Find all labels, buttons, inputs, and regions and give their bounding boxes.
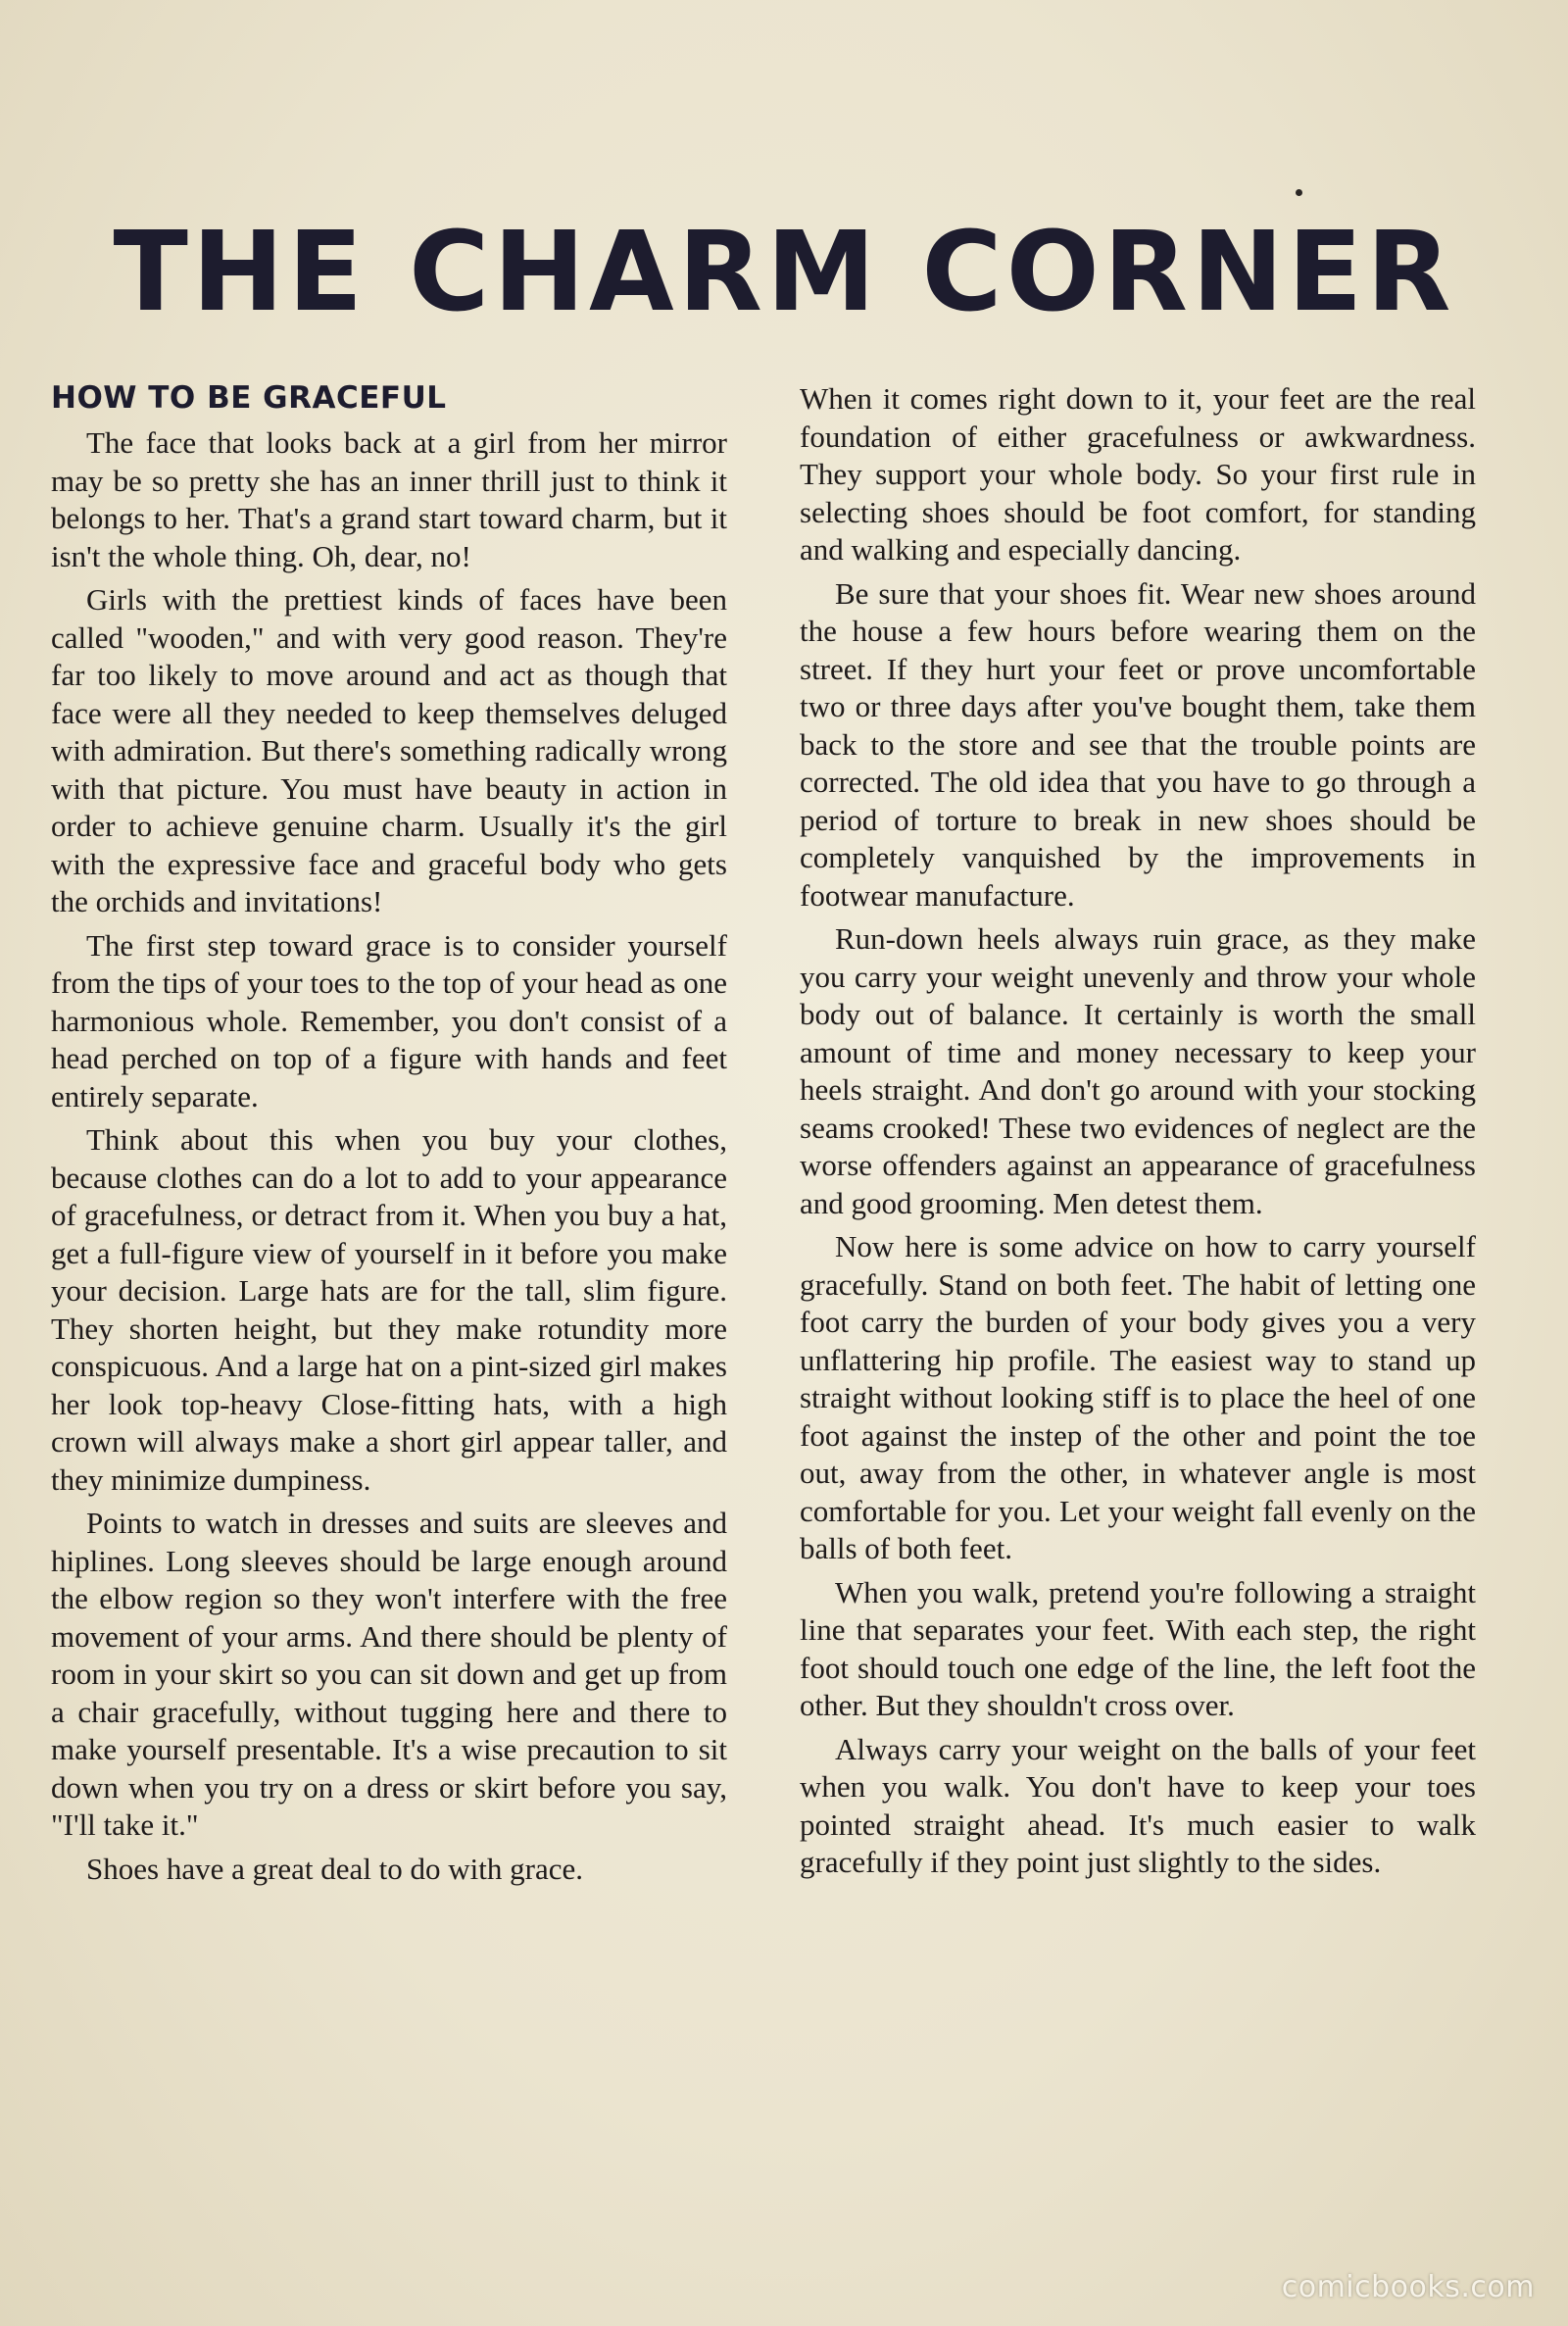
section-heading: HOW TO BE GRACEFUL [51, 380, 447, 416]
paragraph: The face that looks back at a girl from her mirror may be so pretty she has an inner thrill just to think it belongs to her. That's a grand start toward charm, but it isn't the whole thing. Oh, dear, no! [51, 425, 727, 573]
paragraph: When it comes right down to it, your feet are the real foundation of either gracefulness or awkwardness. They support your whole body. So your first rule in selecting shoes should be foot comfort, for standing and walking and especially dancing. [800, 381, 1476, 567]
left-column [51, 380, 727, 1894]
paragraph: Think about this when you buy your clothes, because clothes can do a lot to add to your appearance of gracefulness, or detract from it. When you buy a hat, get a full-figure view of yourself in it before you make your decision. Large hats are for the tall, slim figure. They shorten height, but they make rotundity more conspicuous. And a large hat on a pint-sized girl makes her look top-heavy Close-fitting hats, with a high crown will always make a short girl appear taller, and they minimize dumpiness. [51, 1122, 727, 1497]
paragraph: When you walk, pretend you're following a straight line that separates your feet. With each step, the right foot should touch one edge of the line, the left foot the other. But they shouldn't cross over. [800, 1574, 1476, 1722]
right-column [800, 380, 1476, 1888]
paragraph: Be sure that your shoes fit. Wear new shoes around the house a few hours before wearing them on the street. If they hurt your feet or prove uncomfortable two or three days after you've bought them, take them back to the store and see that the trouble points are corrected. The old idea that you have to go through a period of torture to break in new shoes should be completely vanquished by the improvements in footwear manufacture. [800, 575, 1476, 913]
paragraph: Always carry your weight on the balls of your feet when you walk. You don't have to keep your toes pointed straight ahead. It's much easier to walk gracefully if they point just slightly to the sides. [800, 1731, 1476, 1879]
page-title: THE CHARM CORNER [113, 209, 1455, 336]
paragraph: Shoes have a great deal to do with grace. [86, 1851, 584, 1886]
paragraph: Girls with the prettiest kinds of faces have been called "wooden," and with very good reason. They're far too likely to move around and act as though that face were all they needed to keep themselves deluged with admiration. But there's something radically wrong with that picture. You must have beauty in action in order to achieve genuine charm. Usually it's the girl with the expressive face and graceful body who gets the orchids and invitations! [51, 582, 727, 919]
paragraph: Points to watch in dresses and suits are sleeves and hiplines. Long sleeves should be large enough around the elbow region so they won't interfere with the free movement of your arms. And there should be plenty of room in your skirt so you can sit down and get up from a chair gracefully, without tugging here and there to make yourself presentable. It's a wise precaution to sit down when you try on a dress or skirt before you say, "I'll take it." [51, 1506, 727, 1843]
watermark: comicbooks.com [1281, 2270, 1535, 2304]
paragraph: Now here is some advice on how to carry yourself gracefully. Stand on both feet. The habit of letting one foot carry the burden of your body gives you a very unflattering hip profile. The easiest way to stand up straight without looking stiff is to place the heel of one foot against the instep of the other and point the toe out, away from the other, in whatever angle is most comfortable for you. Let your weight fall evenly on the balls of both feet. [800, 1229, 1476, 1565]
paragraph: Run-down heels always ruin grace, as they make you carry your weight unevenly and throw your whole body out of balance. It certainly is worth the small amount of time and money necessary to keep your heels straight. And don't go around with your stocking seams crooked! These two evidences of neglect are the worse offenders against an appearance of gracefulness and good grooming. Men detest them. [800, 921, 1476, 1220]
print-speck [1296, 189, 1302, 196]
paragraph: The first step toward grace is to consider yourself from the tips of your toes to the top of your head as one harmonious whole. Remember, you don't consist of a head perched on top of a figure with hands and feet entirely separate. [51, 927, 727, 1114]
